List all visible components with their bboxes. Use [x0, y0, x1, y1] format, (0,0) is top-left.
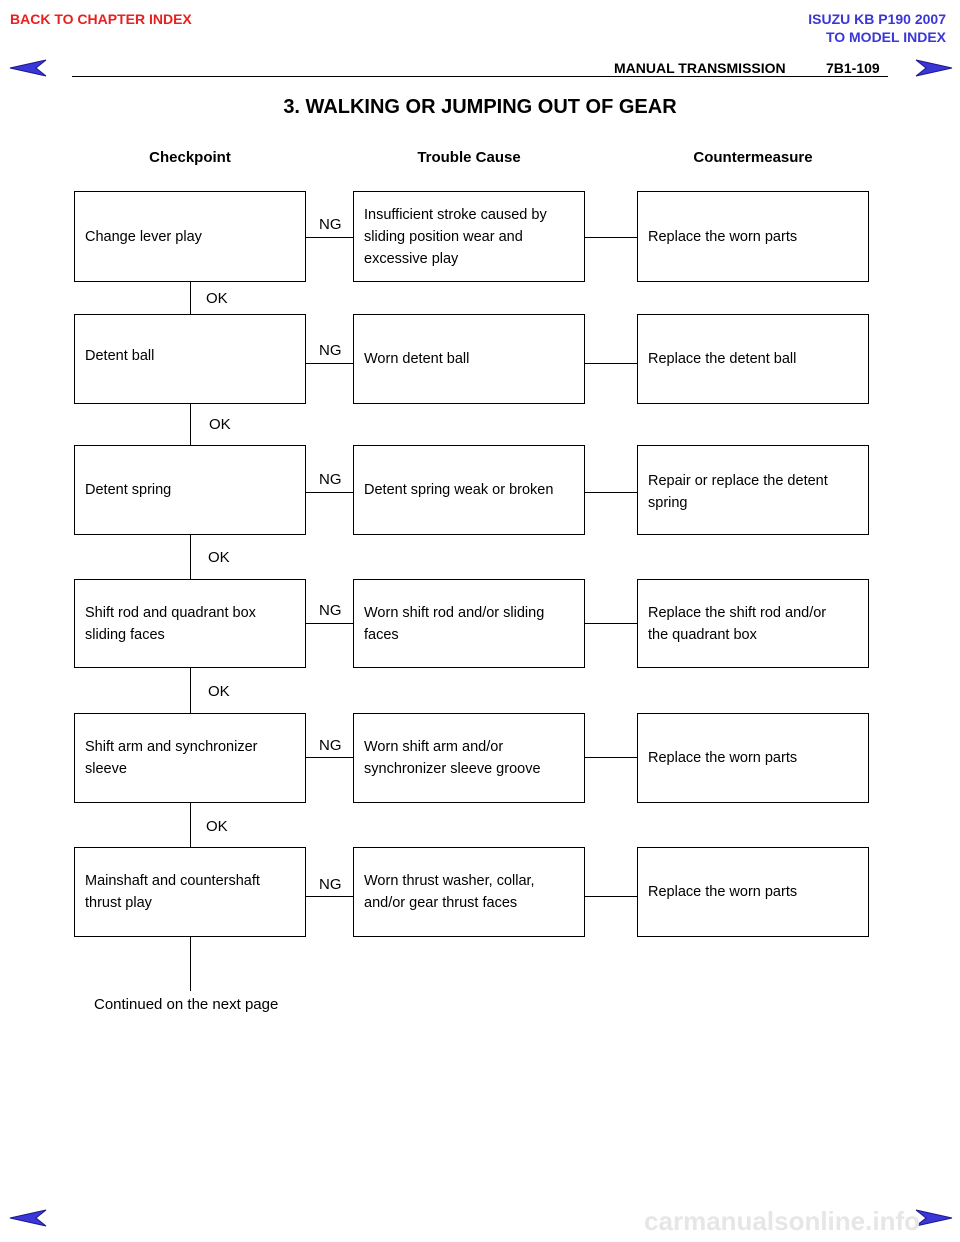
section-name: MANUAL TRANSMISSION — [614, 60, 786, 76]
countermeasure-box: Replace the detent ball — [637, 314, 869, 404]
prev-page-arrow-icon[interactable] — [8, 1208, 48, 1228]
trouble-cause-box: Insufficient stroke caused by sliding position wear and excessive play — [353, 191, 585, 282]
column-header-trouble-cause: Trouble Cause — [417, 149, 521, 166]
ok-connector — [190, 803, 191, 847]
prev-page-arrow-icon[interactable] — [8, 58, 48, 78]
model-title-link[interactable]: ISUZU KB P190 2007 — [808, 11, 946, 27]
column-header-countermeasure: Countermeasure — [693, 149, 813, 166]
ok-connector — [190, 282, 191, 314]
ng-connector — [306, 757, 353, 758]
to-model-index-link[interactable]: TO MODEL INDEX — [825, 29, 946, 45]
trouble-cause-box: Worn thrust washer, collar, and/or gear thrust faces — [353, 847, 585, 937]
trouble-cause-box: Worn shift rod and/or sliding faces — [353, 579, 585, 668]
ng-label: NG — [319, 216, 342, 233]
ng-connector — [306, 492, 353, 493]
cause-connector — [585, 237, 637, 238]
cause-connector — [585, 896, 637, 897]
ok-label: OK — [209, 416, 231, 433]
ng-label: NG — [319, 876, 342, 893]
next-page-arrow-icon[interactable] — [914, 1208, 954, 1228]
page-title: 3. WALKING OR JUMPING OUT OF GEAR — [283, 96, 677, 118]
page-number: 7B1-109 — [826, 60, 880, 76]
ok-label: OK — [208, 549, 230, 566]
ng-label: NG — [319, 602, 342, 619]
ok-label: OK — [206, 290, 228, 307]
checkpoint-box: Mainshaft and countershaft thrust play — [74, 847, 306, 937]
ok-label: OK — [208, 683, 230, 700]
checkpoint-box: Detent ball — [74, 314, 306, 404]
countermeasure-box: Replace the worn parts — [637, 191, 869, 282]
countermeasure-box: Replace the shift rod and/or the quadrant box — [637, 579, 869, 668]
watermark: carmanualsonline.info — [644, 1206, 920, 1236]
cause-connector — [585, 623, 637, 624]
continued-note: Continued on the next page — [94, 996, 279, 1013]
ok-connector — [190, 535, 191, 579]
ok-label: OK — [206, 818, 228, 835]
checkpoint-box: Shift arm and synchronizer sleeve — [74, 713, 306, 803]
next-page-arrow-icon[interactable] — [914, 58, 954, 78]
checkpoint-box: Shift rod and quadrant box sliding faces — [74, 579, 306, 668]
trouble-cause-box: Detent spring weak or broken — [353, 445, 585, 535]
trouble-cause-box: Worn shift arm and/or synchronizer sleeve groove — [353, 713, 585, 803]
countermeasure-box: Repair or replace the detent spring — [637, 445, 869, 535]
countermeasure-box: Replace the worn parts — [637, 713, 869, 803]
checkpoint-box: Change lever play — [74, 191, 306, 282]
ng-label: NG — [319, 471, 342, 488]
cause-connector — [585, 492, 637, 493]
column-header-checkpoint: Checkpoint — [149, 149, 231, 166]
trouble-cause-box: Worn detent ball — [353, 314, 585, 404]
countermeasure-box: Replace the worn parts — [637, 847, 869, 937]
cause-connector — [585, 363, 637, 364]
ng-connector — [306, 623, 353, 624]
cause-connector — [585, 757, 637, 758]
ng-label: NG — [319, 342, 342, 359]
ng-connector — [306, 237, 353, 238]
ng-connector — [306, 363, 353, 364]
ok-connector — [190, 668, 191, 713]
back-to-chapter-index-link[interactable]: BACK TO CHAPTER INDEX — [10, 11, 192, 27]
checkpoint-box: Detent spring — [74, 445, 306, 535]
ok-connector — [190, 404, 191, 445]
ng-connector — [306, 896, 353, 897]
ng-label: NG — [319, 737, 342, 754]
continuation-connector — [190, 937, 191, 991]
header-rule — [72, 76, 888, 77]
